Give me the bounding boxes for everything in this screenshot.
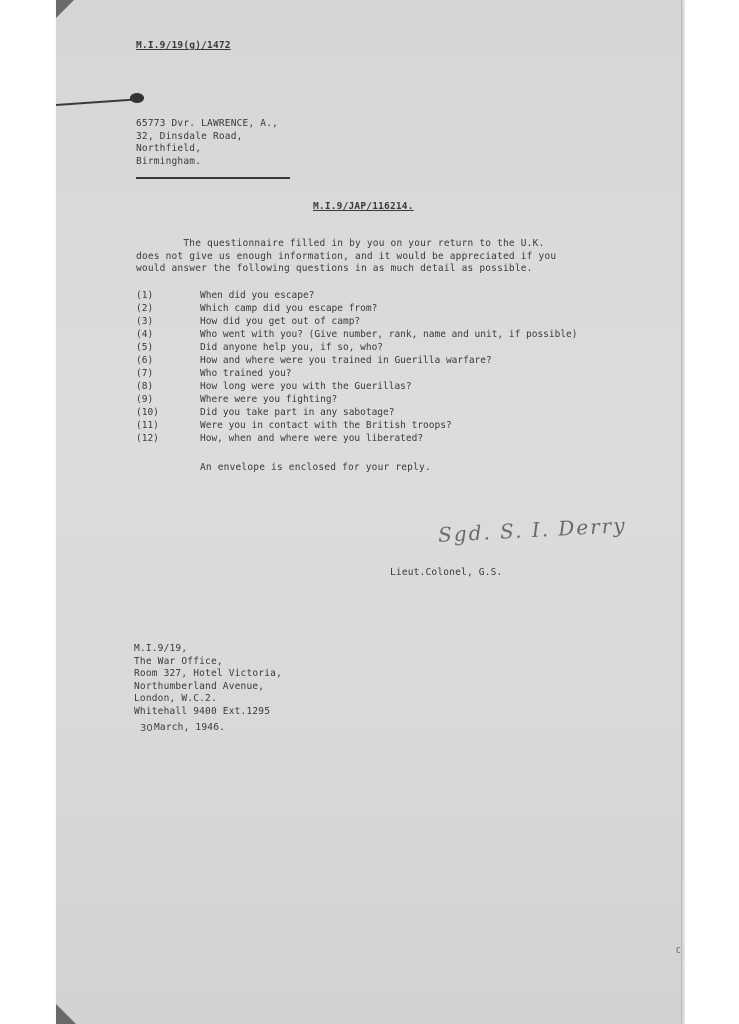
recipient-line: Birmingham. bbox=[136, 155, 202, 167]
question-number: (6) bbox=[136, 355, 154, 366]
question-text: Which camp did you escape from? bbox=[200, 303, 378, 314]
case-reference: M.I.9/JAP/116214. bbox=[313, 201, 414, 212]
binding-knot bbox=[130, 93, 144, 103]
edge-mark: C bbox=[676, 946, 681, 955]
question-number: (5) bbox=[136, 342, 154, 353]
recipient-line: 65773 Dvr. LAWRENCE, A., bbox=[136, 118, 279, 129]
file-reference: M.I.9/19(g)/1472 bbox=[136, 40, 231, 51]
question-text: Who trained you? bbox=[200, 368, 292, 379]
date-day-handwritten: 30 bbox=[140, 723, 153, 734]
footer-line: The War Office, bbox=[134, 655, 223, 667]
question-text: Where were you fighting? bbox=[200, 394, 338, 405]
question-number: (9) bbox=[136, 394, 154, 405]
question-number: (10) bbox=[136, 407, 159, 418]
footer-line: London, W.C.2. bbox=[134, 693, 217, 704]
question-text: Did you take part in any sabotage? bbox=[200, 407, 395, 418]
sender-address bbox=[134, 643, 282, 718]
footer-line: Whitehall 9400 Ext.1295 bbox=[134, 705, 271, 717]
footer-line: Northumberland Avenue, bbox=[134, 680, 265, 692]
question-text: How did you get out of camp? bbox=[200, 316, 361, 327]
enclosure-note: An envelope is enclosed for your reply. bbox=[200, 462, 431, 473]
paragraph-line: does not give us enough information, and it would be appreciated if you bbox=[136, 250, 557, 262]
question-text: Who went with you? (Give number, rank, name and unit, if possible) bbox=[200, 329, 578, 340]
question-number: (4) bbox=[136, 329, 154, 340]
question-number: (1) bbox=[136, 290, 154, 301]
recipient-address bbox=[136, 118, 278, 168]
question-text: Did anyone help you, if so, who? bbox=[200, 342, 384, 353]
question-number: (12) bbox=[136, 433, 159, 444]
footer-line: M.I.9/19, bbox=[134, 643, 188, 654]
question-text: Were you in contact with the British troops? bbox=[200, 420, 452, 431]
question-number: (3) bbox=[136, 316, 154, 327]
question-number: (2) bbox=[136, 303, 154, 314]
question-text: When did you escape? bbox=[200, 290, 315, 301]
letter-date: March, 1946. bbox=[154, 722, 226, 733]
paragraph-line: The questionnaire filled in by you on your return to the U.K. bbox=[136, 238, 545, 249]
footer-line: Room 327, Hotel Victoria, bbox=[134, 668, 282, 679]
question-number: (8) bbox=[136, 381, 154, 392]
question-text: How and where were you trained in Guerilla warfare? bbox=[200, 355, 492, 366]
handwritten-signature: Sgd. S. I. Derry bbox=[437, 513, 628, 547]
paragraph-line: would answer the following questions in as much detail as possible. bbox=[136, 263, 533, 274]
question-text: How long were you with the Guerillas? bbox=[200, 381, 412, 392]
recipient-line: 32, Dinsdale Road, bbox=[136, 130, 243, 142]
question-number: (11) bbox=[136, 420, 159, 431]
signatory-rank: Lieut.Colonel, G.S. bbox=[390, 567, 503, 578]
torn-corner bbox=[56, 0, 74, 18]
recipient-line: Northfield, bbox=[136, 143, 202, 154]
address-underline bbox=[136, 177, 290, 179]
torn-bottom-corner bbox=[56, 1004, 76, 1024]
intro-paragraph bbox=[136, 238, 556, 276]
question-text: How, when and where were you liberated? bbox=[200, 433, 424, 444]
question-number: (7) bbox=[136, 368, 154, 379]
